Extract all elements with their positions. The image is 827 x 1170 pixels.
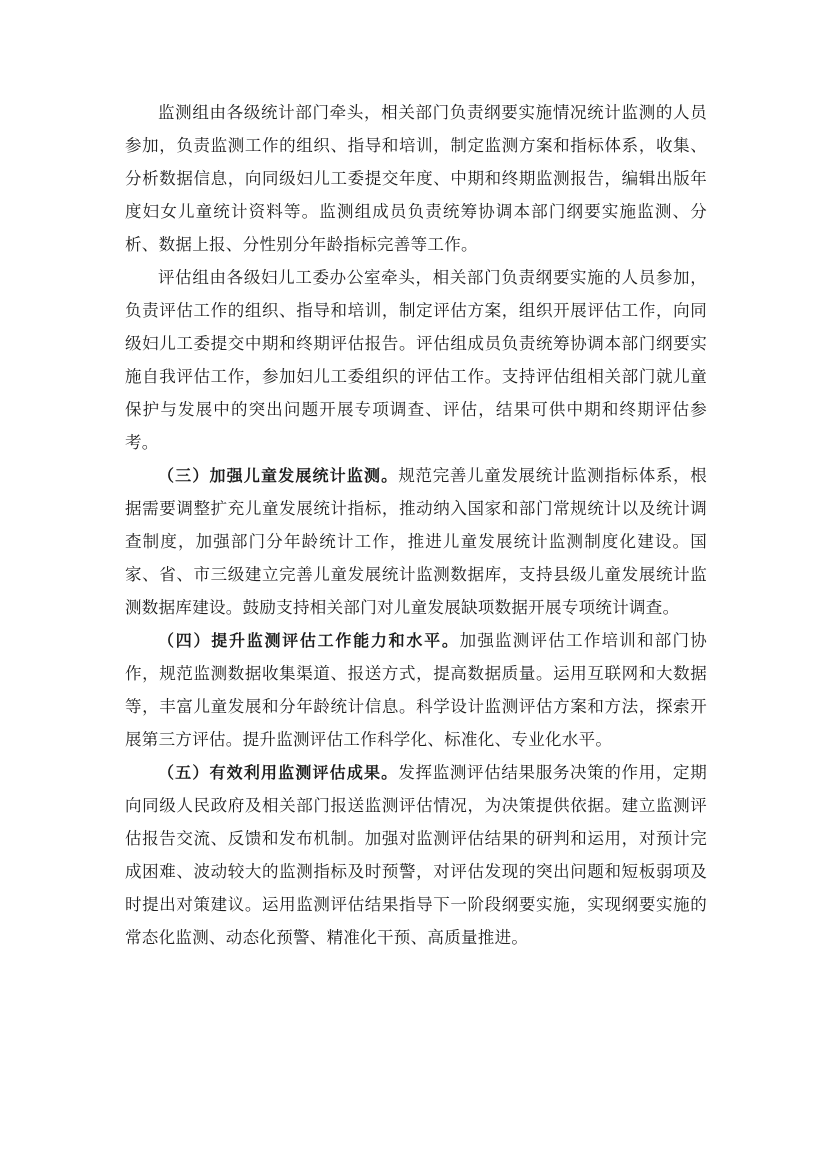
section-heading: （四）提升监测评估工作能力和水平。 bbox=[158, 631, 460, 650]
section-heading: （五）有效利用监测评估成果。 bbox=[158, 763, 399, 782]
paragraph-monitoring-group bbox=[125, 96, 707, 261]
paragraph-capacity-improvement bbox=[125, 624, 707, 756]
document-body bbox=[125, 96, 707, 954]
paragraph-statistics-monitoring bbox=[125, 459, 707, 624]
section-heading: （三）加强儿童发展统计监测。 bbox=[158, 466, 399, 485]
paragraph-text: 加强监测评估工作培训和部门协作，规范监测数据收集渠道、报送方式，提高数据质量。运用互联网和大数据等，丰富儿童发展和分年龄统计信息。科学设计监测评估方案和方法，探索开展第三方评估。提升监测评估工作科学化、标准化、专业化水平。 bbox=[125, 631, 707, 749]
paragraph-text: 发挥监测评估结果服务决策的作用，定期向同级人民政府及相关部门报送监测评估情况，为决策提供依据。建立监测评估报告交流、反馈和发布机制。加强对监测评估结果的研判和运用，对预计完成困难、波动较大的监测指标及时预警，对评估发现的突出问题和短板弱项及时提出对策建议。运用监测评估结果指导下一阶段纲要实施，实现纲要实施的常态化监测、动态化预警、精准化干预、高质量推进。 bbox=[125, 763, 708, 947]
paragraph-text: 规范完善儿童发展统计监测指标体系，根据需要调整扩充儿童发展统计指标，推动纳入国家和部门常规统计以及统计调查制度，加强部门分年龄统计工作，推进儿童发展统计监测制度化建设。国家、省、市三级建立完善儿童发展统计监测数据库，支持县级儿童发展统计监测数据库建设。鼓励支持相关部门对儿童发展缺项数据开展专项统计调查。 bbox=[125, 466, 708, 617]
paragraph-text: 监测组由各级统计部门牵头，相关部门负责纲要实施情况统计监测的人员参加，负责监测工作的组织、指导和培训，制定监测方案和指标体系，收集、分析数据信息，向同级妇儿工委提交年度、中期和终期监测报告，编辑出版年度妇女儿童统计资料等。监测组成员负责统筹协调本部门纲要实施监测、分析、数据上报、分性别分年龄指标完善等工作。 bbox=[125, 103, 707, 254]
paragraph-evaluation-group bbox=[125, 261, 707, 459]
paragraph-results-utilization bbox=[125, 756, 707, 954]
paragraph-text: 评估组由各级妇儿工委办公室牵头，相关部门负责纲要实施的人员参加，负责评估工作的组织、指导和培训，制定评估方案，组织开展评估工作，向同级妇儿工委提交中期和终期评估报告。评估组成员负责统筹协调本部门纲要实施自我评估工作，参加妇儿工委组织的评估工作。支持评估组相关部门就儿童保护与发展中的突出问题开展专项调查、评估，结果可供中期和终期评估参考。 bbox=[125, 268, 707, 452]
